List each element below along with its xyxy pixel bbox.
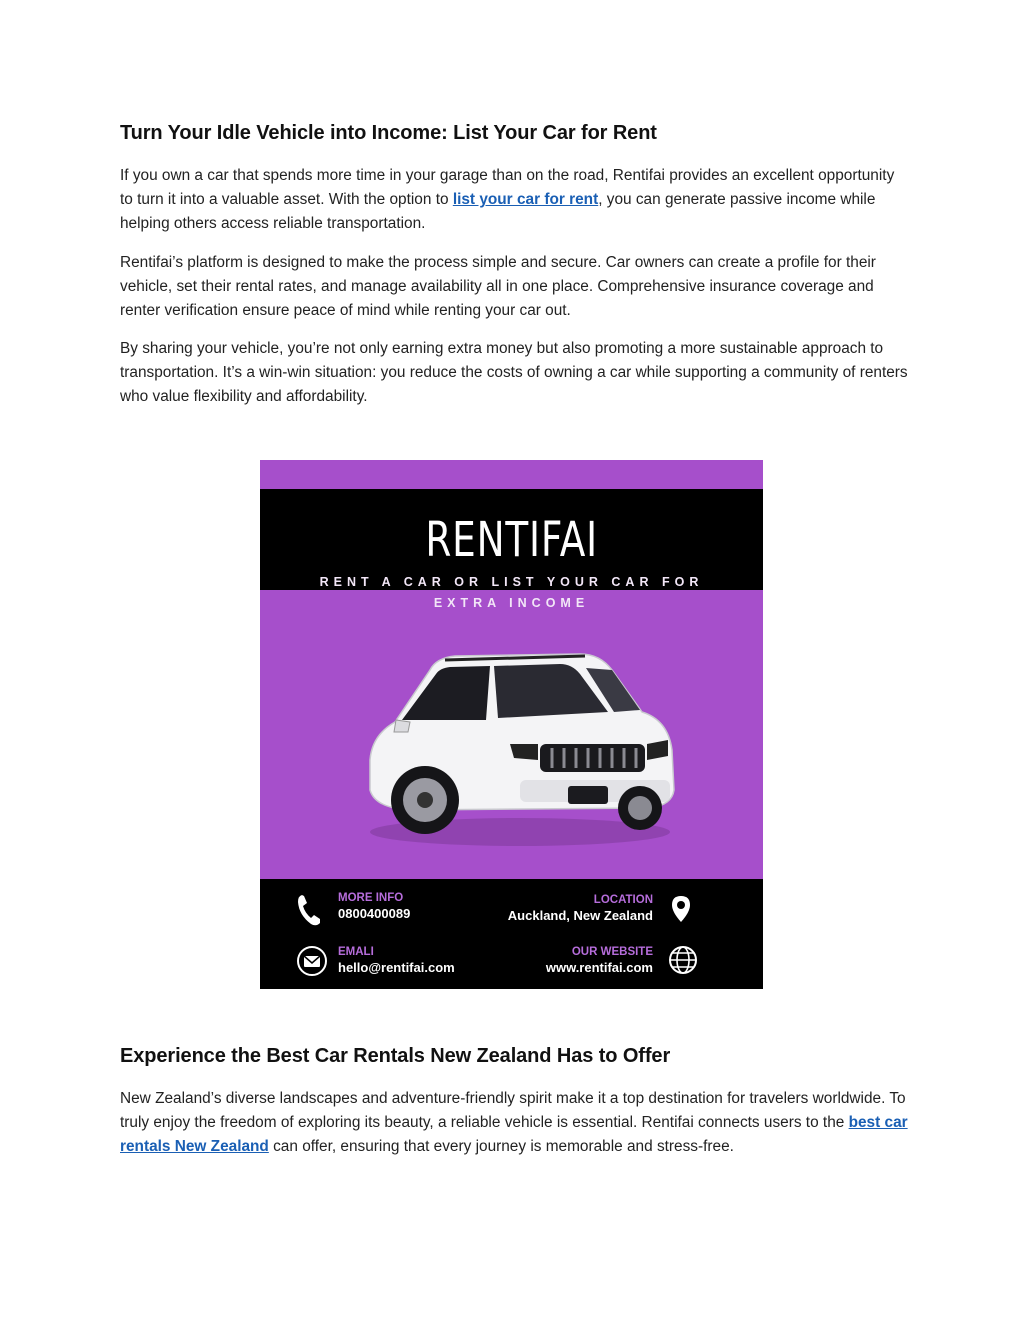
paragraph-platform: Rentifai’s platform is designed to make the process simple and secure. Car owners can create a profile for their vehicle, set their rental rates, and manage availability all in one place. Comprehensive insurance coverage and renter verification ensure peace of mind while renting your car out. bbox=[120, 254, 876, 319]
phone-icon bbox=[296, 893, 322, 927]
globe-icon bbox=[668, 945, 698, 975]
brand-logo: RENTIFAI bbox=[425, 511, 598, 568]
email-address: hello@rentifai.com bbox=[338, 960, 455, 975]
email-icon bbox=[296, 945, 328, 977]
more-info-label: MORE INFO bbox=[338, 892, 404, 904]
paragraph-sharing: By sharing your vehicle, you’re not only earning extra money but also promoting a more sustainable approach to transportation. It’s a win-win situation: you reduce the costs of owning a car while supporting a community of renters who value flexibility and affordability. bbox=[120, 340, 908, 405]
location-value: Auckland, New Zealand bbox=[507, 908, 653, 923]
tagline-line-2: EXTRA INCOME bbox=[433, 596, 590, 610]
email-label: EMALI bbox=[338, 946, 374, 958]
rentifai-banner-image bbox=[260, 460, 763, 989]
more-info-block bbox=[338, 891, 410, 922]
paragraph-intro bbox=[120, 164, 910, 236]
list-your-car-link[interactable]: list your car for rent bbox=[452, 191, 599, 208]
tagline-line-1: RENT A CAR OR LIST YOUR CAR FOR bbox=[319, 575, 704, 589]
paragraph-new-zealand bbox=[120, 1087, 910, 1159]
section-heading-best-rentals: Experience the Best Car Rentals New Zealand Has to Offer bbox=[120, 1045, 671, 1067]
banner-tagline bbox=[300, 572, 723, 614]
website-block bbox=[546, 945, 653, 976]
section-heading-list-car: Turn Your Idle Vehicle into Income: List Your Car for Rent bbox=[120, 122, 657, 144]
location-label: LOCATION bbox=[593, 894, 653, 906]
phone-number: 0800400089 bbox=[338, 906, 411, 921]
paragraph-text: New Zealand’s diverse landscapes and adventure-friendly spirit make it a top destination for travelers worldwide. To truly enjoy the freedom of exploring its beauty, a reliable vehicle is essential. Rentifai connects users to the bbox=[120, 1090, 906, 1131]
best-car-rentals-link[interactable]: best car rentals New Zealand bbox=[120, 1114, 908, 1155]
website-url: www.rentifai.com bbox=[545, 960, 653, 975]
website-label: OUR WEBSITE bbox=[571, 946, 653, 958]
contact-info-bar bbox=[260, 879, 763, 989]
email-block bbox=[338, 945, 455, 976]
paragraph-text: If you own a car that spends more time in your garage than on the road, Rentifai provides an excellent opportunity to turn it into a valuable asset. With the option to bbox=[120, 167, 895, 208]
suv-car-illustration bbox=[350, 640, 680, 850]
paragraph-text: , you can generate passive income while helping others access reliable transportation. bbox=[120, 191, 876, 232]
location-block bbox=[508, 893, 653, 924]
paragraph-text: can offer, ensuring that every journey is memorable and stress-free. bbox=[268, 1138, 734, 1155]
location-pin-icon bbox=[671, 895, 691, 923]
